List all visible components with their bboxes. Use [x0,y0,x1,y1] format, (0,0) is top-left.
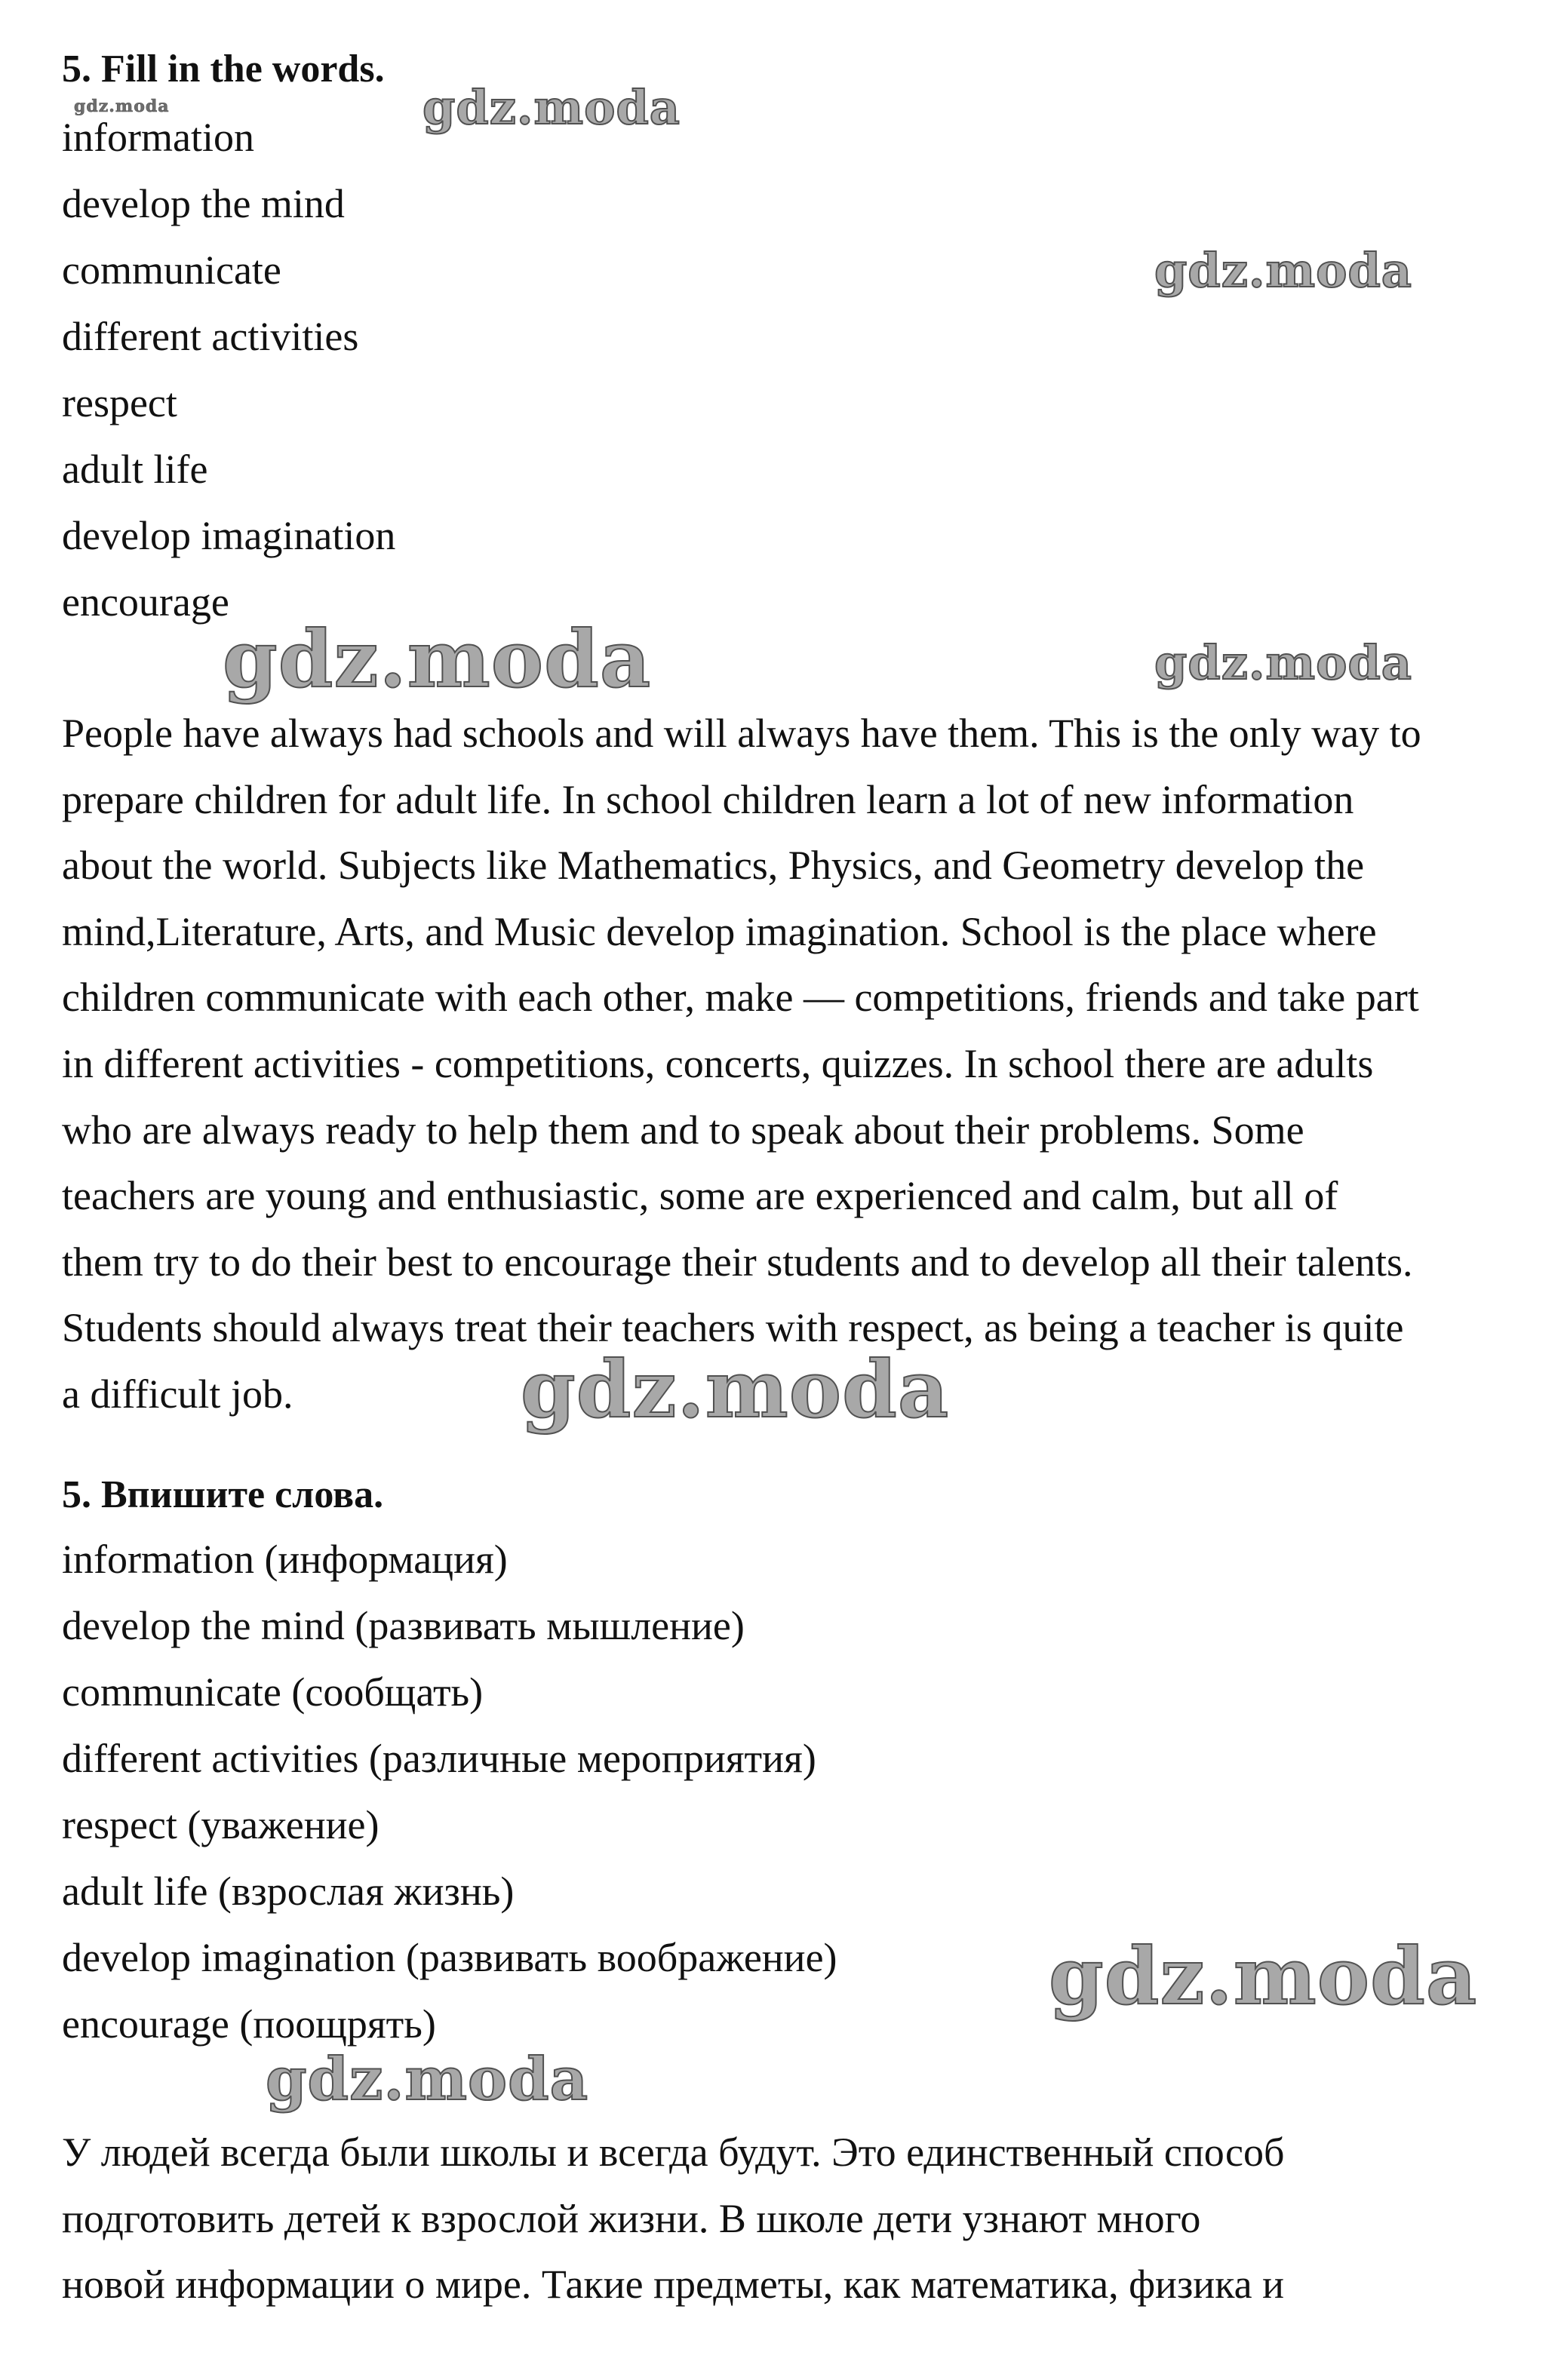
word-item: different activities [62,314,359,359]
word-item: develop the mind (развивать мышление) [62,1603,745,1648]
word-item: communicate (сообщать) [62,1669,484,1715]
text-line: a difficult job. [62,1371,293,1417]
watermark-logo: gdz.moda [1154,243,1412,298]
text-line: подготовить детей к взрослой жизни. В школе дети узнают много [62,2195,1201,2241]
word-item: adult life (взрослая жизнь) [62,1869,515,1914]
text-line: about the world. Subjects like Mathematics, Physics, and Geometry develop the [62,843,1365,889]
text-line: them try to do their best to encourage their students and to develop all their talents. [62,1239,1413,1285]
word-list-en [62,104,395,635]
word-item: develop the mind [62,181,345,226]
word-item: develop imagination (развивать воображение) [62,1935,837,1980]
word-item: adult life [62,447,208,492]
watermark-logo: gdz.moda [223,613,652,705]
word-list-ru [62,1526,837,2057]
text-line: mind,Literature, Arts, and Music develop imagination. School is the place where [62,908,1377,954]
text-line: who are always ready to help them and to speak about their problems. Some [62,1107,1304,1153]
watermark-logo: gdz.moda [422,80,681,135]
word-item: communicate [62,247,281,293]
text-line: children communicate with each other, make — competitions, friends and take part [62,975,1419,1021]
word-item: encourage (поощрять) [62,2001,436,2047]
text-line: prepare children for adult life. In school children learn a lot of new information [62,776,1354,822]
watermark-logo: gdz.moda [1154,635,1412,690]
word-item: respect [62,380,177,425]
word-item: develop imagination [62,513,396,558]
text-line: in different activities - competitions, concerts, quizzes. In school there are adults [62,1040,1374,1086]
exercise-text-en [62,701,1559,1436]
word-item: encourage [62,579,229,625]
text-line: У людей всегда были школы и всегда будут. Это единственный способ [62,2130,1285,2175]
watermark-logo: gdz.moda [74,97,170,116]
text-line: People have always had schools and will always have them. This is the only way to [62,711,1421,756]
text-line: Students should always treat their teachers with respect, as being a teacher is quite [62,1305,1404,1351]
word-item: respect (уважение) [62,1802,379,1847]
watermark-logo: gdz.moda [521,1343,950,1436]
word-item: information (информация) [62,1537,508,1582]
watermark-logo: gdz.moda [266,2045,589,2114]
text-line: teachers are young and enthusiastic, some are experienced and calm, but all of [62,1173,1338,1219]
watermark-logo: gdz.moda [1049,1930,1478,2022]
exercise-heading-en: 5. Fill in the words. [62,48,385,91]
word-item: information [62,115,254,160]
exercise-text-ru [62,2120,1559,2318]
word-item: different activities (различные мероприятия) [62,1736,816,1781]
exercise-heading-ru: 5. Впишите слова. [62,1473,384,1516]
text-line: новой информации о мире. Такие предметы, как математика, физика и [62,2262,1284,2308]
